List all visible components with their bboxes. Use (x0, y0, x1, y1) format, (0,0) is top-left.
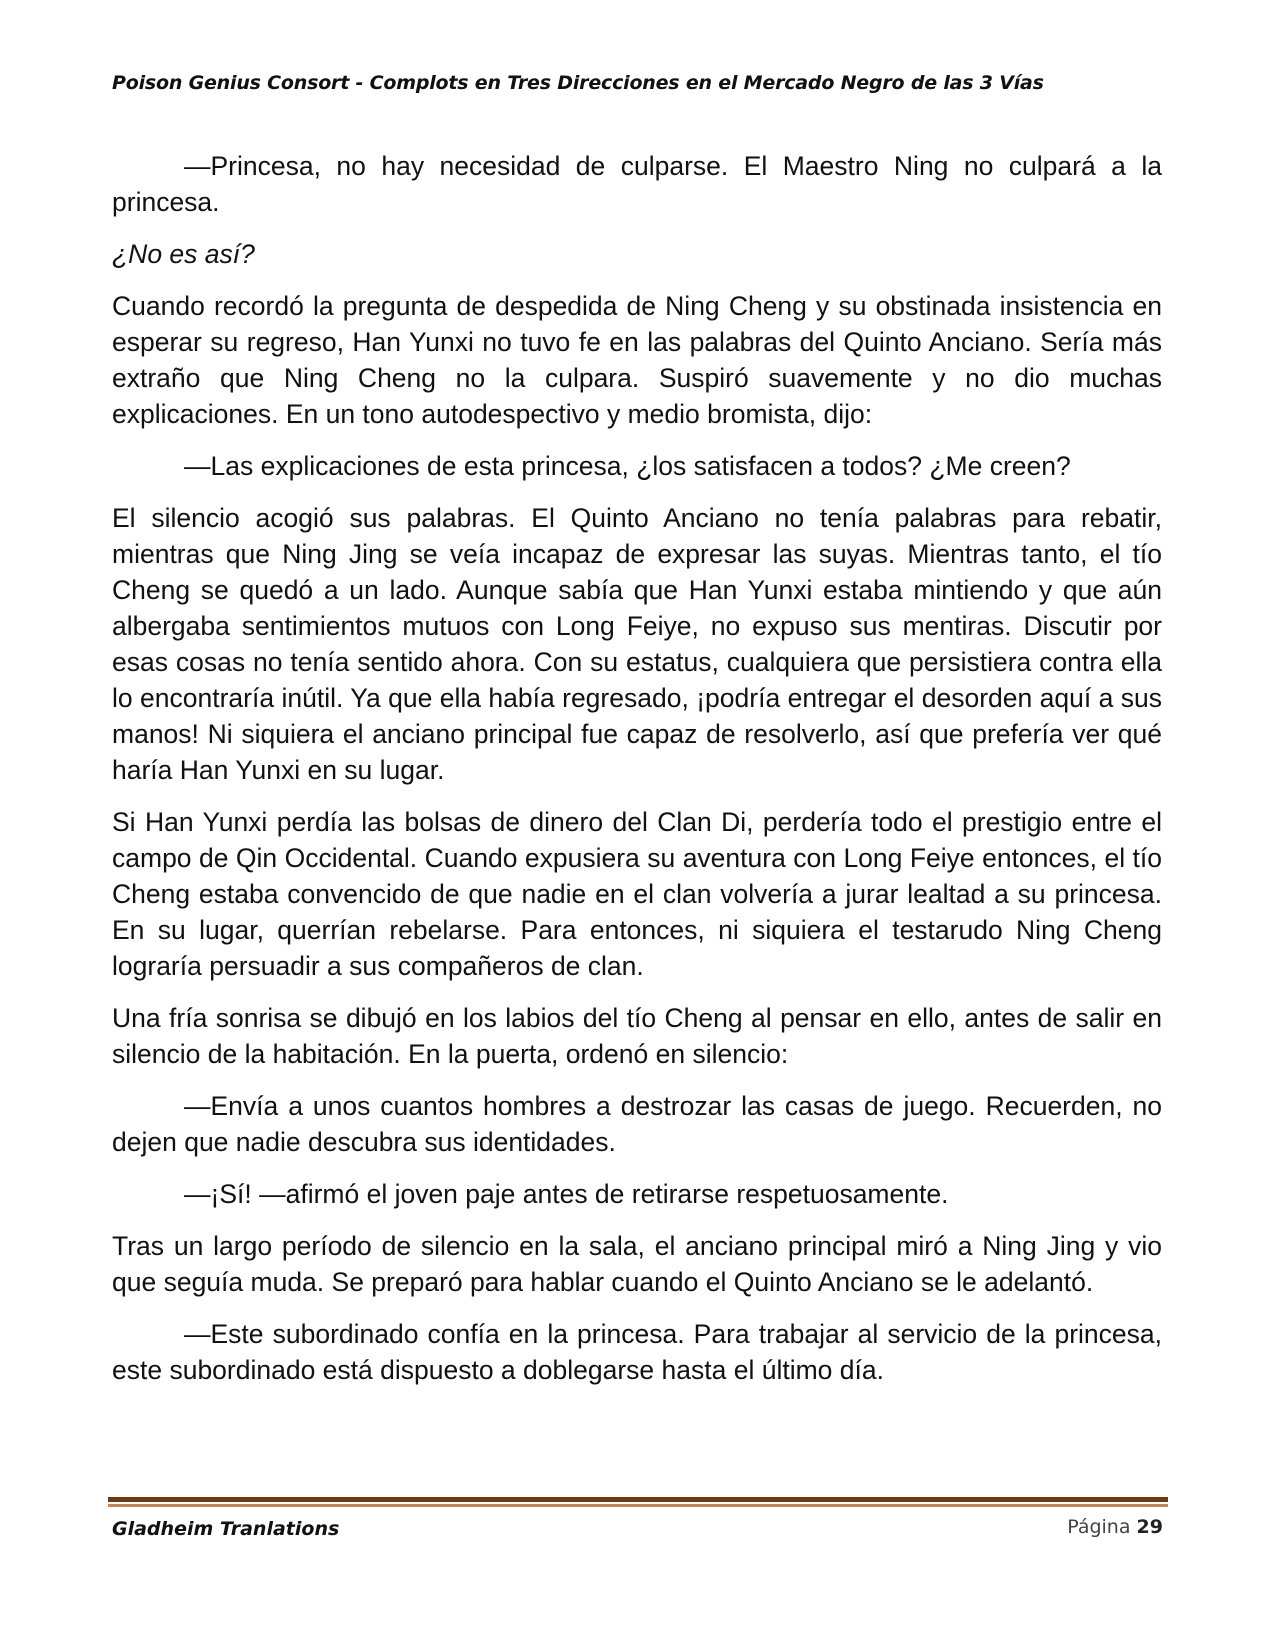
footer-divider (108, 1497, 1168, 1502)
page-number: 29 (1136, 1516, 1163, 1538)
running-header: Poison Genius Consort - Complots en Tres Direcciones en el Mercado Negro de las 3 Vías (112, 72, 1044, 94)
page-body (112, 148, 1162, 1404)
paragraph: —Envía a unos cuantos hombres a destrozar las casas de juego. Recuerden, no dejen que nadie descubra sus identidades. (112, 1091, 1162, 1157)
paragraph: El silencio acogió sus palabras. El Quinto Anciano no tenía palabras para rebatir, mientras que Ning Jing se veía incapaz de expresar las suyas. Mientras tanto, el tío Cheng se quedó a un lado. Aunque sabía que Han Yunxi estaba mintiendo y que aún albergaba sentimientos mutuos con Long Feiye, no expuso sus mentiras. Discutir por esas cosas no tenía sentido ahora. Con su estatus, cualquiera que persistiera contra ella lo encontraría inútil. Ya que ella había regresado, ¡podría entregar el desorden aquí a sus manos! Ni siquiera el anciano principal fue capaz de resolverlo, así que prefería ver qué haría Han Yunxi en su lugar. (112, 503, 1162, 785)
paragraph: —Este subordinado confía en la princesa. Para trabajar al servicio de la princesa, este subordinado está dispuesto a doblegarse hasta el último día. (112, 1319, 1162, 1385)
paragraph: —Las explicaciones de esta princesa, ¿los satisfacen a todos? ¿Me creen? (184, 451, 1071, 481)
paragraph: Si Han Yunxi perdía las bolsas de dinero del Clan Di, perdería todo el prestigio entre el campo de Qin Occidental. Cuando expusiera su aventura con Long Feiye entonces, el tío Cheng estaba convencido de que nadie en el clan volvería a jurar lealtad a su princesa. En su lugar, querrían rebelarse. Para entonces, ni siquiera el testarudo Ning Cheng lograría persuadir a sus compañeros de clan. (112, 807, 1162, 981)
footer-divider-accent (108, 1504, 1168, 1507)
paragraph: Tras un largo período de silencio en la sala, el anciano principal miró a Ning Jing y vio que seguía muda. Se preparó para hablar cuando el Quinto Anciano se le adelantó. (112, 1231, 1162, 1297)
paragraph: Una fría sonrisa se dibujó en los labios del tío Cheng al pensar en ello, antes de salir en silencio de la habitación. En la puerta, ordenó en silencio: (112, 1003, 1162, 1069)
paragraph: —¡Sí! —afirmó el joven paje antes de retirarse respetuosamente. (184, 1179, 949, 1209)
paragraph: Cuando recordó la pregunta de despedida de Ning Cheng y su obstinada insistencia en esperar su regreso, Han Yunxi no tuvo fe en las palabras del Quinto Anciano. Sería más extraño que Ning Cheng no la culpara. Suspiró suavemente y no dio muchas explicaciones. En un tono autodespectivo y medio bromista, dijo: (112, 291, 1162, 429)
page-indicator (1067, 1516, 1163, 1538)
paragraph: —Princesa, no hay necesidad de culparse. El Maestro Ning no culpará a la princesa. (112, 151, 1162, 217)
footer-credit: Gladheim Tranlations (112, 1518, 340, 1540)
page-label: Página (1067, 1516, 1131, 1538)
paragraph: ¿No es así? (112, 239, 255, 269)
